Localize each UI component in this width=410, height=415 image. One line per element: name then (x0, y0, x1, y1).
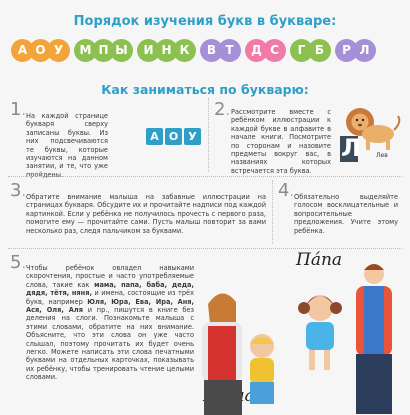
divider-v1 (208, 98, 209, 172)
letter-circle: Р (335, 39, 358, 62)
girl-figure (298, 295, 342, 370)
letter-circle: А (11, 39, 34, 62)
step-2-text: Рассмотрите вместе с ребёнком иллюстрации к каждой букве в алфавите в начале книги. Посмотрите по сторонам и назовите предметы вокруг вас, в названиях которых встречается эта буква. (231, 108, 331, 175)
title-letter-order: Порядок изучения букв в букваре: (73, 14, 337, 29)
letter-circle: М (74, 39, 97, 62)
letter-circle: О (29, 39, 52, 62)
letter-circle: Л (353, 39, 376, 62)
step-5-bold-words: Юля, Юра, Ева, Ира, Аня, Ася, Оля, Аля (26, 297, 194, 315)
step-5-number: 5. (10, 252, 26, 273)
step-5-text-part: Чтобы ребёнок овладел навыками скорочтения, простые и часто употребляемые слова, такие как (26, 264, 194, 289)
lion-letter-l: Л (341, 134, 361, 162)
title-howto: Как заниматься по букварю: (101, 82, 309, 97)
letter-circle: Б (308, 39, 331, 62)
step-1-text: На каждой странице букваря сверху записаны буквы. Из них подсвечиваются те буквы, которые изучаются на данном занятии, и те, чтo уже пройдены. (26, 112, 108, 179)
divider-1 (8, 176, 402, 177)
letter-tile-a: А (146, 128, 163, 145)
step-5-text-part: и пр., пишутся в книге без деления на слоги. Познакомьте малыша с этими словами, обратите на них внимание. Объясните, что эти слова он уже часто слышал, поэтому прочитать их будет очень легко. Можете написать эти слова печатными буквами на отдельных карточках, показывать их ребёнку, чтобы тренировать чтение целыми словами. (26, 306, 194, 382)
letter-circle: У (47, 39, 70, 62)
toddler-figure (250, 334, 274, 404)
letter-tile-u: У (184, 128, 201, 145)
letter-circle: Г (290, 39, 313, 62)
letter-circle: Н (155, 39, 178, 62)
step-3-text: Обратите внимание малыша на забавные иллюстрации на страницах букваря. Обсудите их и прочитайте надписи под каждой картинкой. Если у ребёнка не получилось прочесть с первого раза, помогите ему — прочитайте сами. Пусть малыш повторит за вами несколько раз, следя пальчиком за буквами. (26, 193, 266, 235)
step-3-number: 3. (10, 180, 26, 201)
step-5-bold-words: мама, папа, баба, деда, дядя, тётя, няня, (26, 280, 194, 298)
step-5-text (26, 264, 194, 382)
step-1-number: 1. (10, 99, 26, 120)
dad-figure (356, 264, 392, 414)
step-4-text: Обязательно выделяйте голосом восклицательные и вопросительные предложения. Учите этому ребёнка. (294, 193, 398, 235)
illustration-letters-aou (146, 128, 206, 148)
letter-circle: И (137, 39, 160, 62)
letter-circle: С (263, 39, 286, 62)
word-papa: Па́па (296, 250, 343, 270)
letter-circle: П (92, 39, 115, 62)
letter-circle: Т (218, 39, 241, 62)
family-illustration (196, 262, 410, 415)
step-4-number: 4. (278, 180, 294, 201)
divider-v2 (272, 180, 273, 244)
letter-circle: В (200, 39, 223, 62)
step-5-text-part: и имена, состоящие из трёх букв, например (26, 289, 194, 306)
mom-figure (202, 293, 242, 415)
letter-circle: К (173, 39, 196, 62)
step-2-number: 2. (214, 99, 230, 120)
lion-caption: Лев (376, 152, 388, 159)
letter-circle: Д (245, 39, 268, 62)
letter-tile-o: О (165, 128, 182, 145)
letter-circle: Ы (110, 39, 133, 62)
divider-2 (8, 248, 402, 249)
